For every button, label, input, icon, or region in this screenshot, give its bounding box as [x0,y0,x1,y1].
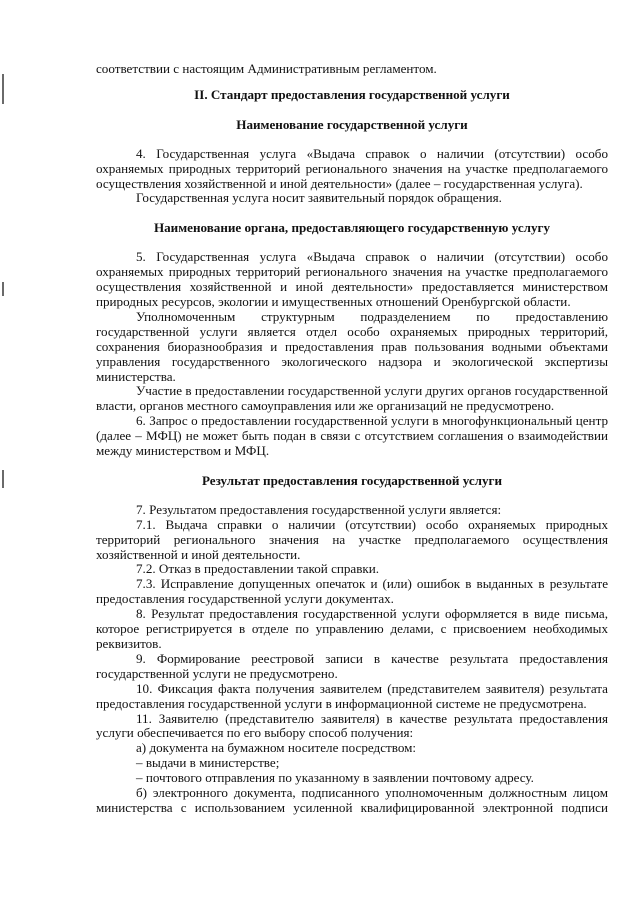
section-title: II. Стандарт предоставления государственной услуги [194,86,510,102]
paragraph-4-note: Государственная услуга носит заявительный порядок обращения. [136,190,502,206]
paragraph-7-1: 7.1. Выдача справки о наличии (отсутствии) особо охраняемых природных территорий регионального значения на участке предполагаемого осуществления хозяйственной и иной деятельности. [96,516,608,562]
paragraph-6: 6. Запрос о предоставлении государственной услуги в многофункциональный центр (далее – МФЦ) не может быть подан в связи с отсутствием соглашения о взаимодействии между министерством и МФЦ. [96,413,608,459]
paragraph-5: 5. Государственная услуга «Выдача справок о наличии (отсутствии) особо охраняемых природных территорий регионального значения на участке предполагаемого осуществления хозяйственной и иной деятельности» предоставляется министерством природных ресурсов, экологии и имущественных отношений Оренбургской области. [96,249,608,309]
scan-edge-mark [2,74,4,104]
intro-line: соответствии с настоящим Административным регламентом. [96,61,437,76]
document-body [96,62,608,816]
paragraph-11: 11. Заявителю (представителю заявителя) в качестве результата предоставления услуги обеспечивается по его выбору способ получения: [96,710,608,741]
paragraph-11-b: б) электронного документа, подписанного уполномоченным должностным лицом министерства с использованием усиленной квалифицированной электронной подписи [96,785,608,815]
subsection-title-result: Результат предоставления государственной услуги [201,472,503,488]
paragraph-7-2: 7.2. Отказ в предоставлении такой справки. [136,561,380,577]
paragraph-5-subdivision: Уполномоченным структурным подразделением по предоставлению государственной услуги является отдел особо охраняемых природных территорий, сохранения биоразнообразия и предоставления прав пользования водными объектами управления государственного экологического надзора и экологической экспертизы министерства. [96,308,608,384]
paragraph-5-participation: Участие в предоставлении государственной услуги других органов государственной власти, органов местного самоуправления или же организаций не предусмотрено. [96,383,608,414]
paragraph-7-3: 7.3. Исправление допущенных опечаток и (или) ошибок в выданных в результате предоставления государственной услуги документах. [96,576,608,607]
paragraph-11-a: а) документа на бумажном носителе посредством: [136,740,417,756]
paragraph-9: 9. Формирование реестровой записи в качестве результата предоставления государственной услуги не предусмотрено. [96,650,608,681]
paragraph-10: 10. Фиксация факта получения заявителем (представителем заявителя) результата предоставления государственной услуги в информационной системе не предусмотрена. [96,680,608,711]
paragraph-8: 8. Результат предоставления государственной услуги оформляется в виде письма, которое регистрируется в отделе по управлению делами, с присвоением необходимых реквизитов. [96,606,608,651]
subsection-title-authority: Наименование органа, предоставляющего государственную услугу [153,220,551,236]
paragraph-7: 7. Результатом предоставления государственной услуги является: [136,501,502,517]
subsection-title-service-name: Наименование государственной услуги [236,116,468,132]
paragraph-11-a-2: – почтового отправления по указанному в заявлении почтовому адресу. [136,770,534,786]
paragraph-11-a-1: – выдачи в министерстве; [136,755,280,771]
scan-edge-mark [2,470,4,488]
scan-edge-mark [2,282,4,296]
paragraph-4: 4. Государственная услуга «Выдача справок о наличии (отсутствии) особо охраняемых природных территорий регионального значения на участке предполагаемого осуществления хозяйственной и иной деятельности» (далее – государственная услуга). [96,145,608,191]
